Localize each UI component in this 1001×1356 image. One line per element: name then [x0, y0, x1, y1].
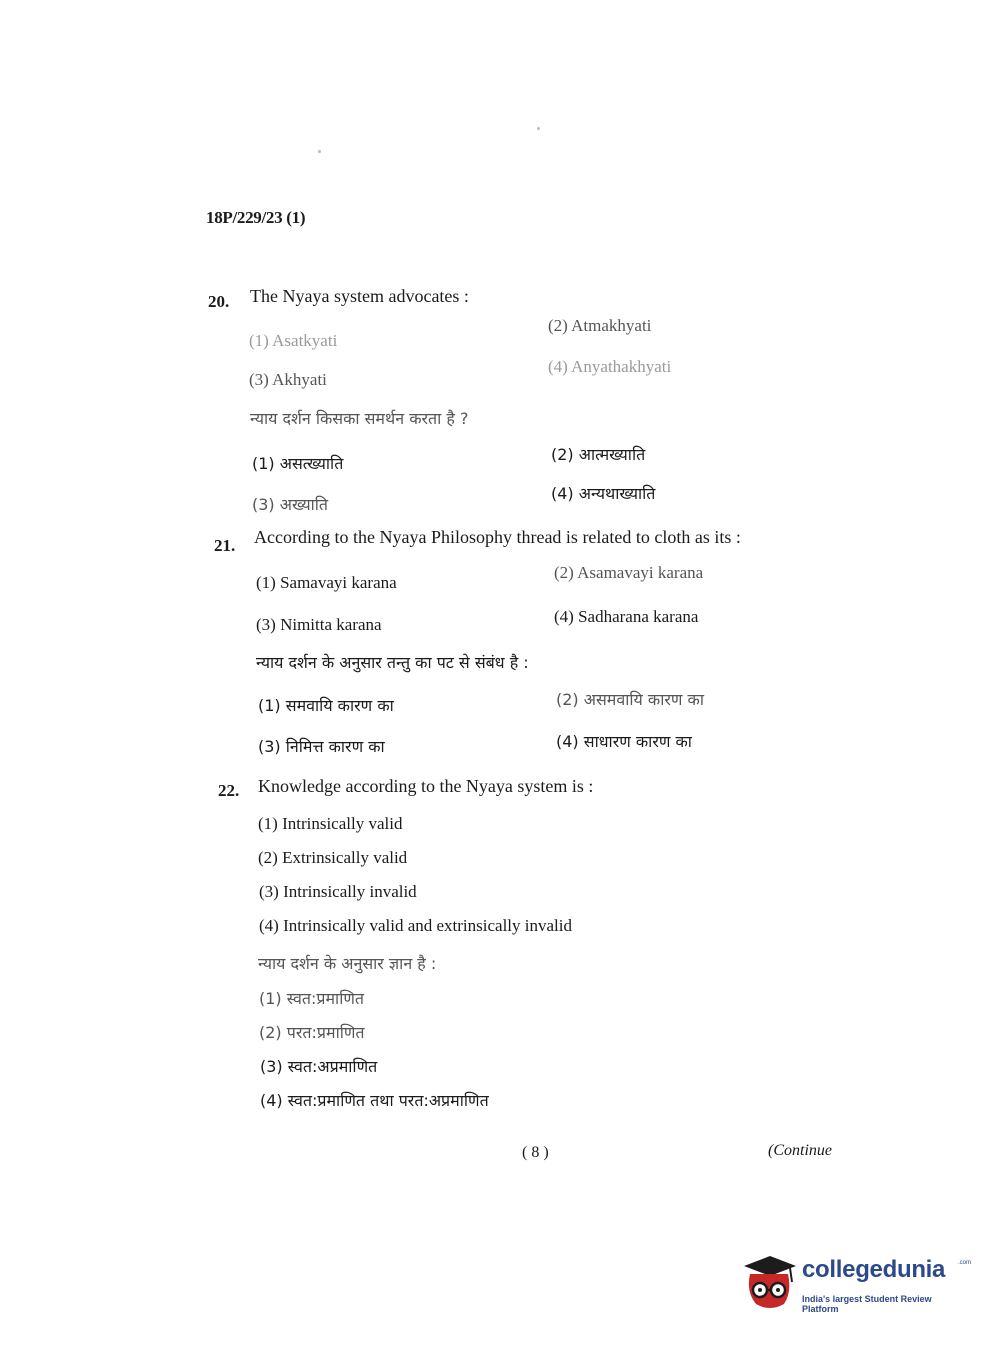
brand-tagline: India's largest Student Review Platform [802, 1294, 932, 1314]
option-en: (3) Nimitta karana [256, 615, 382, 634]
option-hi: (2) आत्मख्याति [551, 445, 646, 464]
question-number: 20. [208, 292, 230, 311]
option-hi: (1) असत्ख्याति [252, 454, 344, 473]
option-en: (4) Anyathakhyati [548, 357, 672, 376]
question-text-hi: न्याय दर्शन किसका समर्थन करता है ? [250, 409, 469, 428]
question-number: 22. [218, 781, 240, 800]
option-hi: (4) साधारण कारण का [556, 732, 692, 751]
page-number: ( 8 ) [522, 1144, 549, 1161]
graduate-mascot-icon [740, 1252, 798, 1310]
brand-name: collegedunia [802, 1256, 946, 1283]
brand-suffix: .com [958, 1260, 972, 1266]
question-text-en: Knowledge according to the Nyaya system is : [258, 776, 594, 796]
question-text-en: The Nyaya system advocates : [250, 286, 469, 306]
collegedunia-watermark [740, 1248, 970, 1318]
option-hi: (3) स्वत:अप्रमाणित [260, 1057, 378, 1076]
option-hi: (3) निमित्त कारण का [258, 737, 385, 756]
option-en: (3) Intrinsically invalid [259, 882, 417, 901]
option-en: (3) Akhyati [249, 370, 327, 389]
option-hi: (4) स्वत:प्रमाणित तथा परत:अप्रमाणित [260, 1091, 489, 1110]
option-hi: (3) अख्याति [252, 495, 329, 514]
question-text-hi: न्याय दर्शन के अनुसार ज्ञान है : [258, 954, 437, 973]
scan-speck [537, 127, 540, 130]
continue-label: (Continue [768, 1142, 832, 1159]
option-en: (1) Asatkyati [249, 331, 338, 350]
question-text-hi: न्याय दर्शन के अनुसार तन्तु का पट से संबंध है : [256, 653, 529, 672]
question-number: 21. [214, 536, 236, 555]
option-hi: (1) स्वत:प्रमाणित [259, 989, 365, 1008]
option-en: (1) Samavayi karana [256, 573, 397, 592]
option-hi: (2) असमवायि कारण का [556, 690, 704, 709]
option-en: (4) Intrinsically valid and extrinsically invalid [259, 916, 572, 935]
option-en: (2) Asamavayi karana [554, 563, 704, 582]
paper-code: 18P/229/23 (1) [206, 208, 306, 227]
option-en: (1) Intrinsically valid [258, 814, 403, 833]
option-en: (4) Sadharana karana [554, 607, 699, 626]
option-en: (2) Extrinsically valid [258, 848, 408, 867]
option-hi: (2) परत:प्रमाणित [259, 1023, 365, 1042]
question-text-en: According to the Nyaya Philosophy thread is related to cloth as its : [254, 527, 741, 547]
option-hi: (1) समवायि कारण का [258, 696, 394, 715]
scan-speck [318, 150, 321, 153]
option-hi: (4) अन्यथाख्याति [551, 484, 656, 503]
option-en: (2) Atmakhyati [548, 316, 652, 335]
